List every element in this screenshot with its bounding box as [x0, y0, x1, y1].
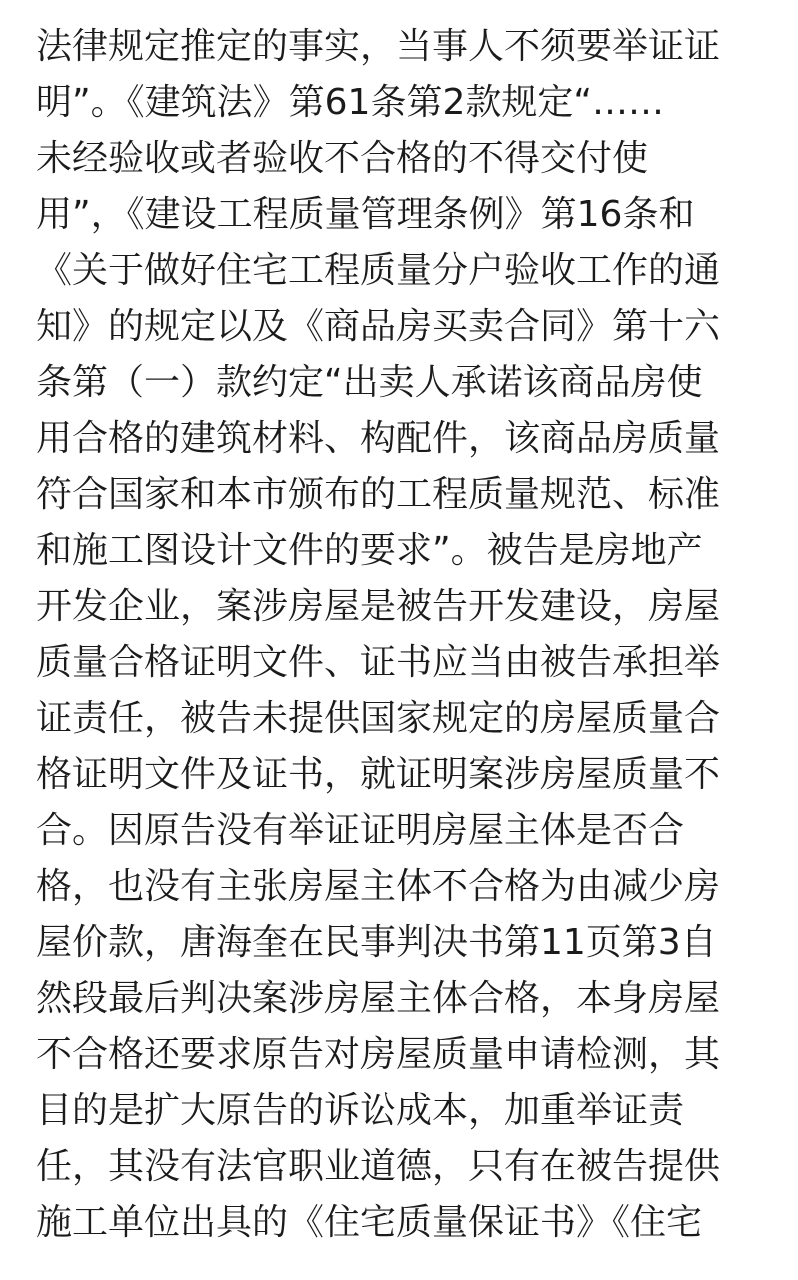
text-line-4: 用”，《建设工程质量管理条例》第16条和: [36, 194, 695, 235]
text-line-9: 符合国家和本市颁布的工程质量规范、标准: [36, 474, 721, 515]
text-line-16: 格，也没有主张房屋主体不合格为由减少房: [36, 866, 721, 907]
text-line-13: 证责任，被告未提供国家规定的房屋质量合: [36, 698, 721, 739]
text-line-7: 条第（一）款约定“出卖人承诺该商品房使: [36, 362, 703, 403]
text-line-14: 格证明文件及证书，就证明案涉房屋质量不: [36, 754, 721, 795]
text-line-15: 合。因原告没有举证证明房屋主体是否合: [36, 810, 685, 851]
text-line-8: 用合格的建筑材料、构配件，该商品房质量: [36, 418, 721, 459]
text-line-21: 任，其没有法官职业道德，只有在被告提供: [36, 1146, 721, 1187]
text-line-10: 和施工图设计文件的要求”。被告是房地产: [36, 530, 703, 571]
text-line-6: 知》的规定以及《商品房买卖合同》第十六: [36, 306, 721, 347]
text-line-3: 未经验收或者验收不合格的不得交付使: [36, 138, 649, 179]
text-line-22: 施工单位出具的《住宅质量保证书》《住宅: [36, 1202, 703, 1243]
text-line-20: 目的是扩大原告的诉讼成本，加重举证责: [36, 1090, 685, 1131]
text-line-18: 然段最后判决案涉房屋主体合格，本身房屋: [36, 978, 721, 1019]
text-line-11: 开发企业，案涉房屋是被告开发建设，房屋: [36, 586, 721, 627]
text-line-1: 法律规定推定的事实，当事人不须要举证证: [36, 26, 721, 67]
text-line-12: 质量合格证明文件、证书应当由被告承担举: [36, 642, 721, 683]
text-line-17: 屋价款，唐海奎在民事判决书第11页第3自: [36, 922, 717, 963]
text-line-2: 明”。《建筑法》第61条第2款规定“……: [36, 82, 665, 123]
text-line-5: 《关于做好住宅工程质量分户验收工作的通: [36, 250, 721, 291]
text-line-19: 不合格还要求原告对房屋质量申请检测，其: [36, 1034, 721, 1075]
